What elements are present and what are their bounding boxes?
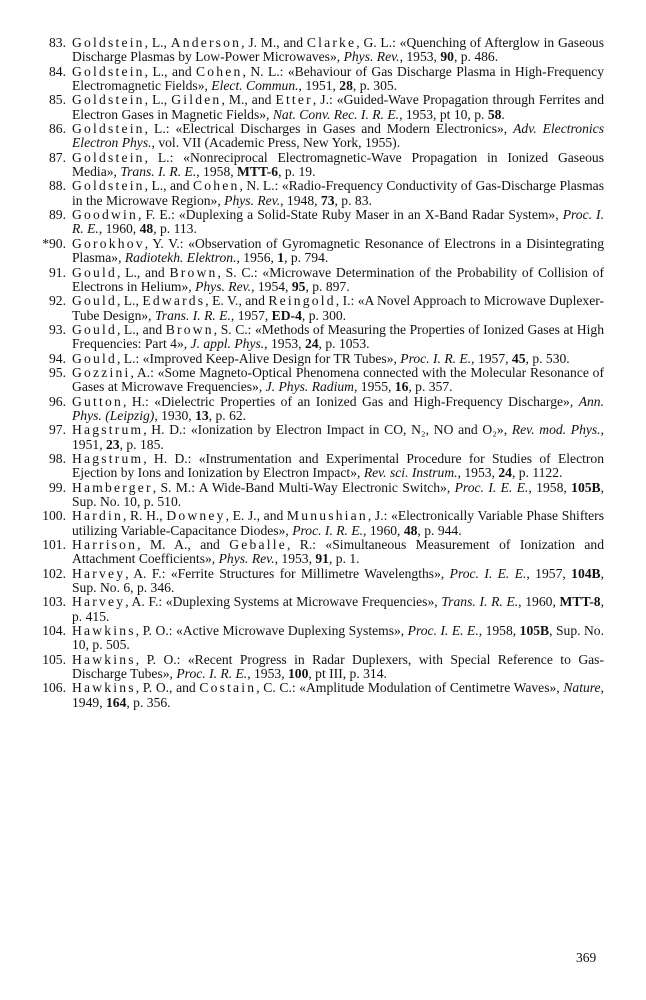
citation-text: , 1930,: [154, 407, 196, 423]
author-name: Geballe: [229, 537, 287, 553]
reference-entry: [28, 567, 604, 596]
citation-text: , G. L.: «Quenching of Afterglow in Gaseous Discharge Plasmas by Low-Power Microwaves»,: [72, 35, 604, 65]
citation-text: , 1957,: [230, 307, 272, 323]
reference-number: 92.: [49, 293, 66, 309]
reference-number: 93.: [49, 321, 66, 337]
citation-text: , J.: «Guided-Wave Propagation through Ferrites and Electron Gases in Magnetic Fields»,: [72, 92, 605, 122]
citation-text: , p. 62.: [208, 407, 247, 423]
reference-number: 98.: [49, 450, 66, 466]
author-name: Hamberger: [72, 479, 153, 495]
citation-text: , L., and: [116, 264, 170, 280]
reference-text: [72, 567, 604, 596]
author-name: Hagstrum: [72, 422, 144, 438]
citation-text: , I.: «A Novel Approach to Microwave Duplexer-Tube Design»,: [72, 293, 605, 323]
journal-title: Phys. Rev.: [218, 551, 275, 567]
volume-number: ED-4: [271, 307, 302, 323]
citation-text: , 1953,: [247, 666, 288, 682]
reference-number: 101.: [42, 537, 66, 553]
citation-text: , L.,: [116, 293, 143, 309]
reference-entry: [28, 323, 604, 352]
reference-number: 99.: [49, 479, 66, 495]
citation-text: , J.: «Electronically Variable Phase Shifters utilizing Variable-Capacitance Diodes»,: [72, 508, 604, 538]
citation-text: , L.,: [144, 35, 171, 50]
journal-title: Proc. I. R. E.: [400, 350, 472, 366]
journal-title: J. appl. Phys.: [190, 336, 265, 352]
author-name: Gozzini: [72, 364, 131, 380]
citation-text: , vol. VII (Academic Press, New York, 1955).: [151, 135, 401, 151]
journal-title: Phys. Rev.: [224, 192, 281, 208]
volume-number: 23: [105, 436, 120, 452]
journal-title: Proc. I. E. E.: [407, 623, 479, 639]
citation-text: , L., and: [116, 321, 166, 337]
journal-title: Proc. I. E. E.: [449, 565, 527, 581]
journal-title: Trans. I. R. E.: [120, 164, 197, 180]
reference-entry: [28, 595, 604, 624]
citation-text: , 1953,: [264, 336, 305, 352]
citation-text: , p. 794.: [284, 250, 329, 266]
citation-text: , p. 1053.: [318, 336, 370, 352]
citation-text: , 1949,: [72, 680, 604, 710]
reference-text: [72, 452, 604, 481]
citation-text: , A. F.: «Duplexing Systems at Microwave Frequencies»,: [125, 594, 442, 610]
volume-number: 45: [511, 350, 526, 366]
reference-number: 88.: [49, 178, 66, 194]
author-name: Brown: [169, 264, 218, 280]
citation-text: , p. 19.: [278, 164, 316, 180]
citation-text: , 1954,: [251, 278, 292, 294]
volume-number: 95: [291, 278, 306, 294]
reference-text: [72, 294, 604, 323]
author-name: Reingold: [268, 293, 336, 309]
journal-title: Elect. Commun.: [211, 78, 299, 94]
citation-text: , E. J., and: [225, 508, 287, 524]
volume-number: 16: [394, 379, 409, 395]
author-name: Hawkins: [72, 623, 136, 639]
reference-entry: [28, 151, 604, 180]
reference-text: [72, 237, 604, 266]
author-name: Goldstein: [72, 35, 145, 50]
citation-text: , R. H.,: [122, 508, 167, 524]
author-name: Gorokhov: [72, 235, 145, 251]
volume-number: 1: [277, 250, 285, 266]
author-name: Goldstein: [72, 149, 145, 165]
reference-text: [72, 509, 604, 538]
citation-text: , p. 415.: [72, 594, 604, 624]
volume-number: 24: [304, 336, 319, 352]
reference-text: [72, 481, 604, 510]
reference-text: [72, 595, 604, 624]
reference-text: [72, 352, 604, 366]
reference-number: 86.: [49, 121, 66, 137]
reference-list: [28, 36, 604, 710]
volume-number: 48: [139, 221, 154, 237]
reference-entry: [28, 509, 604, 538]
citation-text: , 1953,: [399, 49, 441, 65]
author-name: Harrison: [72, 537, 138, 553]
volume-number: 104B: [571, 565, 601, 581]
reference-text: [72, 65, 604, 94]
citation-text: , P. O.: «Recent Progress in Radar Duplexers, with Special Reference to Gas-Discharge Tubes»,: [72, 651, 604, 682]
reference-entry: [28, 237, 604, 266]
citation-text: , A.: «Some Magneto-Optical Phenomena connected with the Molecular Resonance of Gases at Microwave Frequencies»,: [72, 364, 604, 395]
citation-text: , p. 300.: [301, 307, 347, 323]
journal-title: Trans. I. R. E.: [441, 594, 519, 610]
citation-text: , 1953,: [457, 465, 499, 481]
author-name: Harvey: [72, 565, 126, 581]
volume-number: 24: [498, 465, 512, 481]
reference-text: [72, 366, 604, 395]
reference-number: 91.: [49, 264, 66, 280]
citation-text: , E. V., and: [205, 293, 269, 309]
author-name: Goldstein: [72, 178, 145, 194]
volume-number: 13: [195, 407, 209, 423]
journal-title: Nature: [563, 680, 601, 696]
reference-number: 105.: [42, 651, 66, 667]
citation-text: , S. M.: A Wide-Band Multi-Way Electronic Switch»,: [152, 479, 455, 495]
author-name: Munushian: [286, 508, 368, 524]
volume-number: 91: [315, 551, 329, 567]
author-name: Hawkins: [72, 651, 136, 667]
citation-text: , p. 357.: [408, 379, 453, 395]
reference-entry: [28, 93, 604, 122]
citation-text: , L.,: [144, 92, 172, 108]
author-name: Gould: [72, 264, 117, 280]
citation-text: , 1960,: [518, 594, 560, 610]
citation-text: , 1953,: [274, 551, 316, 567]
reference-text: [72, 122, 604, 151]
reference-text: [72, 681, 604, 710]
reference-number: 106.: [42, 680, 66, 696]
reference-entry: [28, 452, 604, 481]
journal-title: Adv. Electronics Electron Phys.: [72, 121, 604, 151]
citation-text: , 1955,: [354, 379, 395, 395]
volume-number: 105B: [519, 623, 550, 639]
journal-title: Rev. mod. Phys.: [511, 422, 601, 438]
citation-text: , Sup. No. 6, p. 346.: [72, 565, 605, 596]
citation-text: , H.: «Dielectric Properties of an Ionized Gas and High-Frequency Discharge»,: [122, 393, 579, 409]
reference-entry: [28, 481, 604, 510]
citation-text: , 1957,: [526, 565, 572, 581]
citation-text: .: [501, 106, 505, 122]
citation-text: , L., and: [144, 178, 194, 194]
citation-text: , p. 356.: [126, 694, 171, 710]
reference-text: [72, 624, 604, 653]
citation-text: , L.: «Electrical Discharges in Gases and Modern Electronics»,: [144, 121, 514, 137]
citation-text: , H. D.: «Ionization by Electron Impact in CO, N₂, NO and O₂»,: [143, 422, 512, 438]
reference-number: *90.: [42, 235, 66, 251]
volume-number: 48: [403, 522, 418, 538]
volume-number: 164: [105, 694, 127, 710]
volume-number: MTT-6: [237, 164, 279, 180]
citation-text: , 1957,: [471, 350, 512, 366]
citation-text: , 1956,: [236, 250, 278, 266]
reference-number: 83.: [49, 35, 66, 50]
reference-number: 97.: [49, 422, 66, 438]
author-name: Goldstein: [72, 92, 145, 108]
reference-entry: [28, 395, 604, 424]
reference-entry: [28, 65, 604, 94]
journal-title: Proc. I. R. E.: [292, 522, 364, 538]
citation-text: , 1960,: [98, 221, 140, 237]
reference-entry: [28, 122, 604, 151]
citation-text: , M. A., and: [137, 537, 230, 553]
citation-text: , p. 1.: [328, 551, 360, 567]
citation-text: , P. O.: «Active Microwave Duplexing Systems»,: [135, 623, 408, 639]
journal-title: Rev. sci. Instrum.: [363, 465, 458, 481]
reference-number: 100.: [42, 508, 66, 524]
journal-title: Radiotekh. Elektron.: [124, 250, 237, 266]
reference-entry: [28, 36, 604, 65]
reference-entry: [28, 681, 604, 710]
citation-text: , p. 486.: [453, 49, 499, 65]
reference-number: 95.: [49, 364, 66, 380]
reference-entry: [28, 423, 604, 452]
volume-number: 28: [339, 78, 353, 94]
reference-entry: [28, 366, 604, 395]
journal-title: Phys. Rev.: [343, 49, 400, 65]
reference-text: [72, 36, 604, 65]
citation-text: , 1951,: [72, 422, 604, 452]
reference-entry: [28, 624, 604, 653]
citation-text: , H. D.: «Instrumentation and Experimental Procedure for Studies of Electron Ejection by Ions and Ionization by Electron Impact»,: [72, 450, 604, 481]
reference-text: [72, 653, 604, 682]
citation-text: , 1951,: [298, 78, 340, 94]
page-number: 369: [576, 950, 597, 965]
citation-text: , N. L.: «Behaviour of Gas Discharge Plasma in High-Frequency Electromagnetic Fields»,: [72, 63, 604, 94]
citation-text: , M., and: [221, 92, 276, 108]
journal-title: Nat. Conv. Rec. I. R. E.: [272, 106, 400, 122]
reference-entry: [28, 208, 604, 237]
volume-number: 90: [440, 49, 454, 65]
journal-title: Ann. Phys. (Leipzig): [72, 393, 604, 423]
citation-text: , pt III, p. 314.: [308, 666, 387, 682]
author-name: Gould: [72, 350, 117, 366]
author-name: Gutton: [72, 393, 123, 409]
reference-number: 103.: [42, 594, 66, 610]
author-name: Cohen: [193, 178, 240, 194]
citation-text: , N. L.: «Radio-Frequency Conductivity of Gas-Discharge Plasmas in the Microwave Region»,: [72, 178, 604, 208]
citation-text: , C. C.: «Amplitude Modulation of Centimetre Waves»,: [256, 680, 564, 696]
citation-text: , F. E.: «Duplexing a Solid-State Ruby Maser in an X-Band Radar System»,: [138, 207, 563, 223]
reference-entry: [28, 294, 604, 323]
citation-text: , S. C.: «Methods of Measuring the Properties of Ionized Gases at High Frequencies: Part 4»,: [72, 321, 604, 352]
citation-text: , p. 83.: [334, 192, 372, 208]
citation-text: , L., and: [144, 63, 197, 79]
journal-title: Trans. I. R. E.: [154, 307, 231, 323]
reference-number: 94.: [49, 350, 66, 366]
author-name: Hawkins: [72, 680, 136, 696]
citation-text: , 1948,: [280, 192, 321, 208]
author-name: Goldstein: [72, 121, 145, 137]
citation-text: , A. F.: «Ferrite Structures for Millimetre Wavelengths»,: [125, 565, 450, 581]
citation-text: , p. 897.: [305, 278, 350, 294]
citation-text: , S. C.: «Microwave Determination of the Probability of Collision of Electrons in Helium»,: [72, 264, 604, 294]
reference-number: 102.: [42, 565, 66, 581]
author-name: Cohen: [196, 63, 243, 79]
reference-number: 104.: [42, 623, 66, 639]
reference-number: 87.: [49, 149, 66, 165]
reference-text: [72, 423, 604, 452]
citation-text: , 1960,: [363, 522, 404, 538]
citation-text: , L.: «Improved Keep-Alive Design for TR Tubes»,: [116, 350, 401, 366]
journal-title: Proc. I. R. E.: [72, 207, 604, 237]
reference-entry: [28, 538, 604, 567]
citation-text: , R.: «Simultaneous Measurement of Ionization and Attachment Coefficients»,: [72, 537, 604, 567]
author-name: Costain: [199, 680, 257, 696]
reference-text: [72, 151, 604, 180]
author-name: Harvey: [72, 594, 126, 610]
citation-text: , p. 1122.: [511, 465, 563, 481]
author-name: Brown: [165, 321, 214, 337]
reference-number: 89.: [49, 207, 66, 223]
author-name: Goldstein: [72, 63, 145, 79]
reference-number: 85.: [49, 92, 66, 108]
reference-number: 84.: [49, 63, 66, 79]
author-name: Hagstrum: [72, 450, 144, 466]
citation-text: , L.: «Nonreciprocal Electromagnetic-Wave Propagation in Ionized Gaseous Media»,: [72, 149, 604, 180]
reference-entry: [28, 352, 604, 366]
journal-title: Proc. I. E. E.: [454, 479, 529, 495]
author-name: Gould: [72, 321, 117, 337]
reference-text: [72, 93, 604, 122]
citation-text: , p. 944.: [417, 522, 462, 538]
reference-entry: [28, 653, 604, 682]
reference-number: 96.: [49, 393, 66, 409]
citation-text: , Sup. No. 10, p. 510.: [72, 479, 605, 509]
author-name: Gould: [72, 293, 117, 309]
citation-text: , 1953, pt 10, p.: [399, 106, 488, 122]
author-name: Clarke: [306, 35, 357, 50]
citation-text: , 1958,: [528, 479, 572, 495]
reference-text: [72, 179, 604, 208]
reference-text: [72, 538, 604, 567]
citation-text: , Sup. No. 10, p. 505.: [72, 623, 605, 653]
reference-text: [72, 395, 604, 424]
citation-text: , p. 530.: [525, 350, 570, 366]
journal-title: J. Phys. Radium: [265, 379, 354, 395]
citation-text: , 1958,: [196, 164, 238, 180]
volume-number: 100: [287, 666, 309, 682]
citation-text: , 1958,: [478, 623, 520, 639]
author-name: Downey: [166, 508, 226, 524]
citation-text: , p. 113.: [153, 221, 197, 237]
author-name: Anderson: [170, 35, 242, 50]
reference-entry: [28, 266, 604, 295]
citation-text: , p. 305.: [352, 78, 398, 94]
author-name: Etter: [275, 92, 313, 108]
volume-number: MTT-8: [559, 594, 601, 610]
author-name: Hardin: [72, 508, 123, 524]
journal-title: Phys. Rev.: [195, 278, 252, 294]
author-name: Goodwin: [72, 207, 138, 223]
author-name: Edwards: [142, 293, 206, 309]
citation-text: , P. O., and: [135, 680, 200, 696]
citation-text: , Y. V.: «Observation of Gyromagnetic Resonance of Electrons in a Disintegrating Plasma»,: [72, 235, 604, 266]
journal-title: Proc. I. R. E.: [176, 666, 248, 682]
volume-number: 58: [487, 106, 502, 122]
reference-entry: [28, 179, 604, 208]
reference-text: [72, 323, 604, 352]
volume-number: 73: [320, 192, 335, 208]
volume-number: 105B: [571, 479, 601, 495]
citation-text: , J. M., and: [241, 35, 307, 50]
citation-text: , p. 185.: [119, 436, 164, 452]
author-name: Gilden: [171, 92, 222, 108]
reference-text: [72, 208, 604, 237]
reference-text: [72, 266, 604, 295]
